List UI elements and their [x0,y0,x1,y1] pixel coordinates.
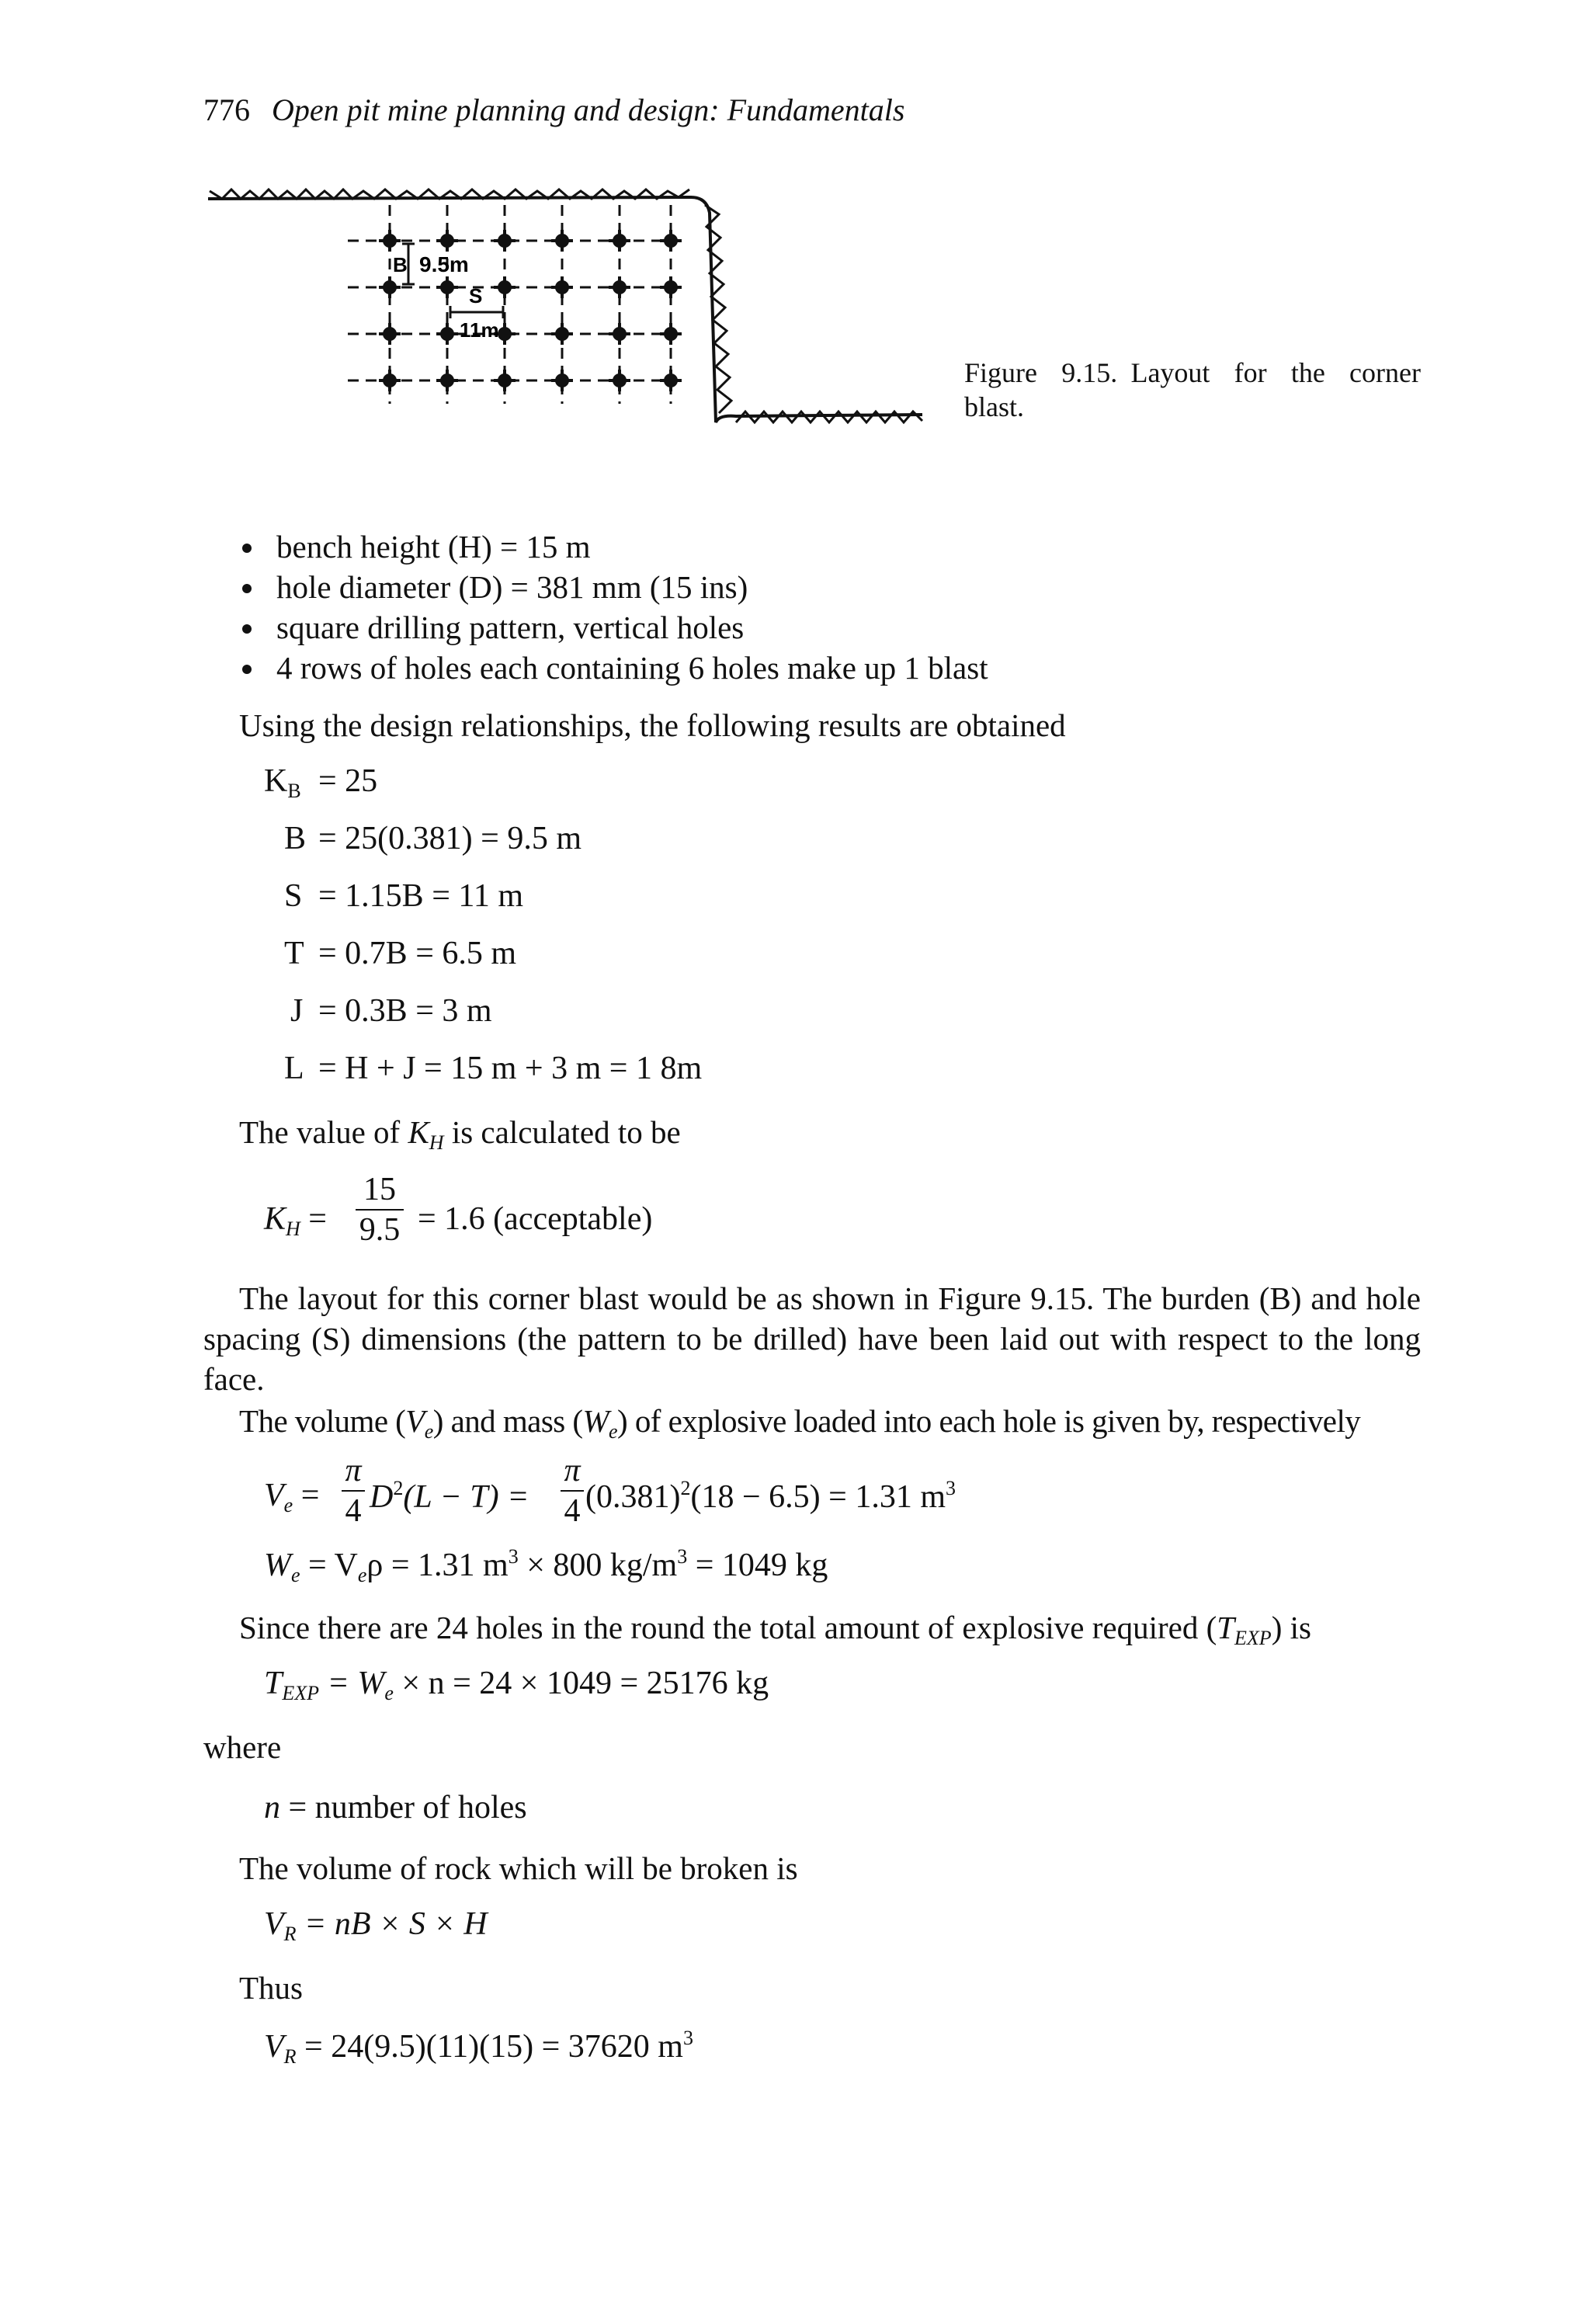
thus-text: Thus [239,1970,303,2006]
blast-hole-cross [379,230,401,252]
blast-hole-cross [551,276,573,298]
blast-hole-cross [494,276,516,298]
blast-hole-cross [609,323,630,345]
bullet-dot [242,584,252,593]
bullet-dot [242,624,252,634]
blast-hole-cross [660,230,682,252]
blast-hole-cross [551,230,573,252]
blast-hole-cross [660,370,682,391]
burden-letter-label: B [393,253,408,276]
rock-intro: The volume of rock which will be broken is [239,1850,798,1886]
blast-hole-cross [494,230,516,252]
where-text: where [203,1729,282,1765]
running-title: Open pit mine planning and design: Fundamentals [272,92,905,127]
equation-stemming: T = 0.7B = 6.5 m [284,936,517,971]
blast-hole-cross [436,230,458,252]
kh-intro: The value of $K_H$ is calculated to be [239,1114,681,1154]
ve-equation: $V_e$ = π 4 $D^2(L - T)$ = π 4 $(0.381)^2(18 - 6.5) = 1.31$ $m^3$ [264,1453,956,1529]
blast-hole-cross [379,370,401,391]
burden-value-label: 9.5m [419,252,469,276]
figure-caption-label: Figure 9.15. [964,357,1118,388]
running-header [203,92,904,128]
blast-hole-cross [436,276,458,298]
blast-hole-cross [609,230,630,252]
figure-caption-text: Layout for the corner blast. [964,357,1421,422]
spacing-letter-label: S [469,284,483,307]
hole-pattern-grid [348,205,675,404]
n-definition: n = number of holes [264,1790,527,1826]
paragraph-layout: The layout for this corner blast would be as shown in Figure 9.15. The burden (B) and hole spacing (S) dimensions (the pattern to be drilled) have been laid out with respect to the long face. [203,1280,1421,1397]
bullet-dot [242,544,252,553]
spacing-value-label: 11m [460,318,499,342]
blast-hole-cross [609,276,630,298]
equation-subdrill: J = 0.3B = 3 m [290,993,492,1029]
ground-surface-top [208,197,922,422]
design-intro: Using the design relationships, the following results are obtained [239,707,1066,743]
texp-intro: Since there are 24 holes in the round the total amount of explosive required $(T_{EXP})$ is [239,1610,1311,1649]
equation-hole-length: L = H + J = 15 m + 3 m = 1 8m [284,1051,703,1086]
kh-equation: $K_H$ = 15 9.5 = 1.6 (acceptable) [264,1172,653,1248]
blast-hole-cross [379,276,401,298]
figure-caption [964,356,1421,424]
blast-hole-cross [551,323,573,345]
equation-spacing: S = 1.15B = 11 m [284,878,523,914]
surface-hatching [210,189,922,422]
page-number: 776 [203,92,250,127]
kh-fraction: 15 9.5 [356,1172,404,1247]
blast-hole-cross [609,370,630,391]
bullet-dot [242,665,252,674]
fraction-bar [356,1209,404,1211]
equation-kb: $K_B$ = 25 [264,763,378,802]
blast-hole-cross [379,323,401,345]
blast-hole-cross [660,323,682,345]
dimension-spacing [450,306,503,318]
volume-intro: The volume $(V_e)$ and mass $(W_e)$ of explosive loaded into each hole is given by, respectively [239,1403,1361,1443]
blast-hole-cross [494,370,516,391]
blast-hole-cross [436,323,458,345]
blast-hole-cross [551,370,573,391]
we-equation: $W_e = V_e\rho = 1.31$ $m^3 \times 800$ $kg/m^3 = 1049$ kg [264,1545,828,1586]
corner-blast-figure [200,182,939,435]
blast-hole-cross [660,276,682,298]
vr-equation-result: $V_R = 24(9.5)(11)(15) = 37620$ $m^3$ [264,2027,693,2068]
equation-burden: B = 25(0.381) = 9.5 m [284,821,582,856]
blast-hole-cross [436,370,458,391]
vr-equation-general: $V_R$ = nB × S × H [264,1906,488,1945]
texp-equation: $T_{EXP} = W_e \times n = 24 \times 1049 = 25176$ kg [264,1666,769,1704]
